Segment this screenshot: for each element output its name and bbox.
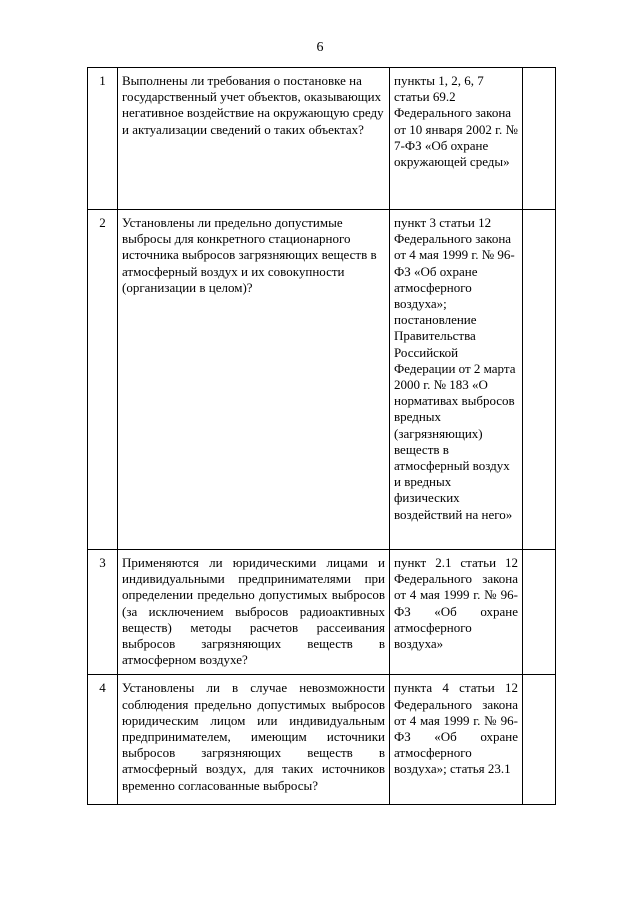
- checklist-table: [87, 67, 556, 805]
- row-number: 3: [88, 550, 118, 675]
- answer-cell: [523, 210, 556, 550]
- table-row: [88, 675, 556, 805]
- table-row: [88, 68, 556, 210]
- table-row: [88, 550, 556, 675]
- reference-cell: пункт 2.1 статьи 12 Федерального закона от 4 мая 1999 г. № 96-ФЗ «Об охране атмосферного воздуха»: [390, 550, 523, 675]
- answer-cell: [523, 550, 556, 675]
- reference-cell: пункт 3 статьи 12 Федерального закона от 4 мая 1999 г. № 96-ФЗ «Об охране атмосферного воздуха»; постановление Правительства Российской Федерации от 2 марта 2000 г. № 183 «О нормативах выбросов вредных (загрязняющих) веществ в атмосферный воздух и вредных физических воздействий на него»: [390, 210, 523, 550]
- reference-cell: пункты 1, 2, 6, 7 статьи 69.2 Федерального закона от 10 января 2002 г. № 7-ФЗ «Об охране окружающей среды»: [390, 68, 523, 210]
- answer-cell: [523, 68, 556, 210]
- answer-cell: [523, 675, 556, 805]
- table-row: [88, 210, 556, 550]
- row-number: 4: [88, 675, 118, 805]
- question-cell: Выполнены ли требования о постановке на государственный учет объектов, оказывающих негативное воздействие на окружающую среду и актуализации сведений о таких объектах?: [118, 68, 390, 210]
- row-number: 2: [88, 210, 118, 550]
- row-number: 1: [88, 68, 118, 210]
- page-number: 6: [316, 40, 324, 55]
- reference-cell: пункта 4 статьи 12 Федерального закона от 4 мая 1999 г. № 96-ФЗ «Об охране атмосферного воздуха»; статья 23.1: [390, 675, 523, 805]
- question-cell: Применяются ли юридическими лицами и индивидуальными предпринимателями при определении предельно допустимых выбросов (за исключением выбросов радиоактивных веществ) методы расчетов рассеивания выбросов загрязняющих веществ в атмосферном воздухе?: [118, 550, 390, 675]
- question-cell: Установлены ли в случае невозможности соблюдения предельно допустимых выбросов юридическим лицом или индивидуальным предпринимателем, имеющим источники выбросов загрязняющих веществ в атмосферный воздух, для таких источников временно согласованные выбросы?: [118, 675, 390, 805]
- question-cell: Установлены ли предельно допустимые выбросы для конкретного стационарного источника выбросов загрязняющих веществ в атмосферный воздух и их совокупности (организации в целом)?: [118, 210, 390, 550]
